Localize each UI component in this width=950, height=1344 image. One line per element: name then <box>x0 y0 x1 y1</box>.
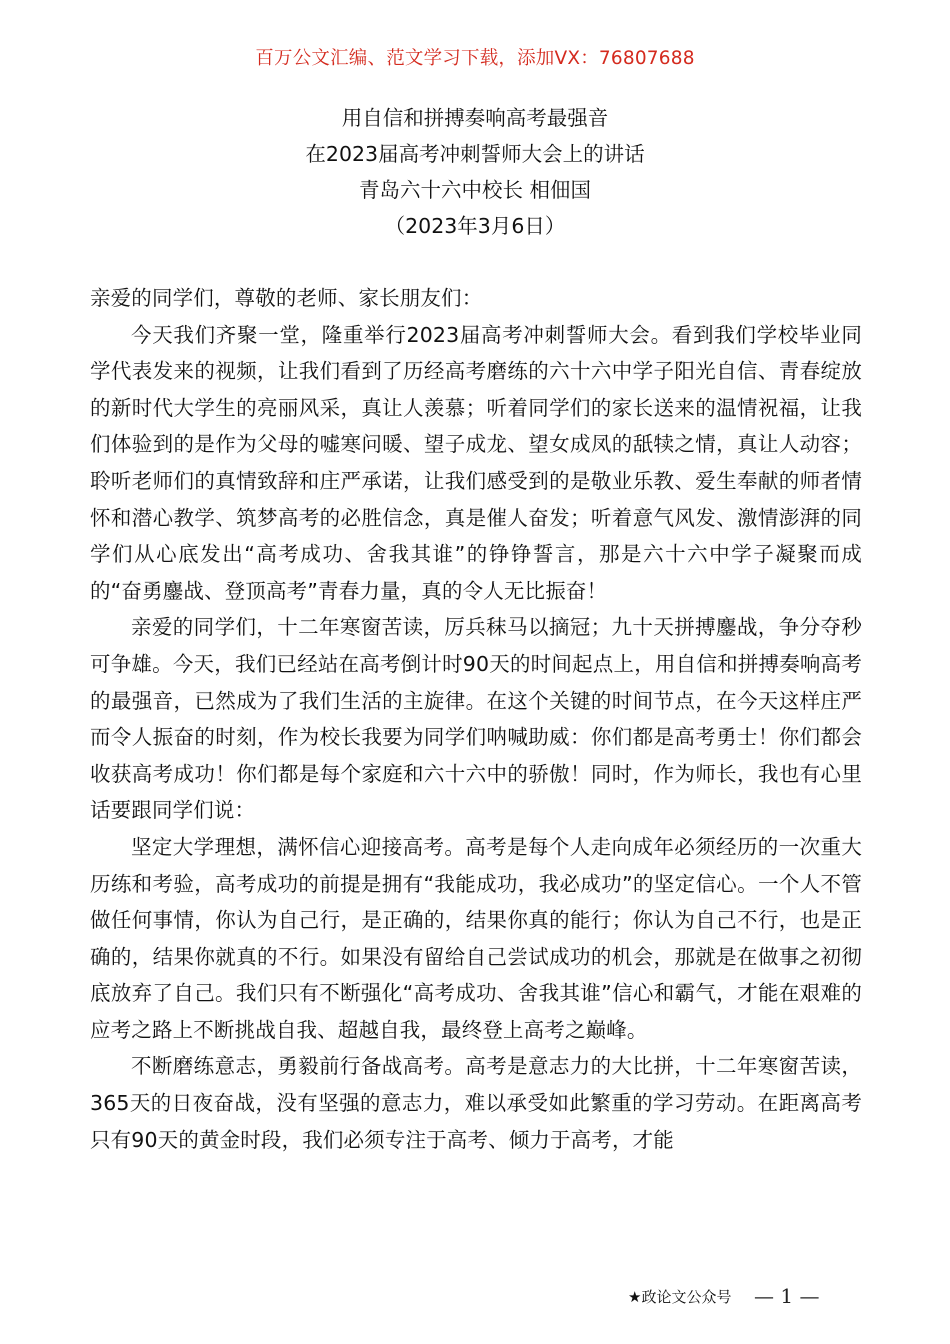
salutation: 亲爱的同学们，尊敬的老师、家长朋友们： <box>90 286 483 310</box>
paragraph-4: 不断磨练意志，勇毅前行备战高考。高考是意志力的大比拼，十二年寒窗苦读，365天的日夜奋战，没有坚强的意志力，难以承受如此繁重的学习劳动。在距离高考只有90天的黄金时段，我们必须专注于高考、倾力于高考，才能 <box>90 1054 862 1152</box>
speech-title: 用自信和拼搏奏响高考最强音 <box>341 106 609 130</box>
speech-date: （2023年3月6日） <box>384 214 566 238</box>
page-footer <box>0 1282 950 1312</box>
paragraph-1: 今天我们齐聚一堂，隆重举行2023届高考冲刺誓师大会。看到我们学校毕业同学代表发来的视频，让我们看到了历经高考磨练的六十六中学子阳光自信、青春绽放的新时代大学生的亮丽风采，真让人羡慕；听着同学们的家长送来的温情祝福，让我们体验到的是作为父母的嘘寒问暖、望子成龙、望女成凤的舐犊之情，真让人动容；聆听老师们的真情致辞和庄严承诺，让我们感受到的是敬业乐教、爱生奉献的师者情怀和潜心教学、筑梦高考的必胜信念，真是催人奋发；听着意气风发、激情澎湃的同学们从心底发出“高考成功、舍我其谁”的铮铮誓言，那是六十六中学子凝聚而成的“奋勇鏖战、登顶高考”青春力量，真的令人无比振奋！ <box>90 322 862 603</box>
page-number: — 1 — <box>754 1284 820 1308</box>
header-banner: 百万公文汇编、范文学习下载，添加VX：76807688 <box>255 48 695 69</box>
paragraph-3: 坚定大学理想，满怀信心迎接高考。高考是每个人走向成年必须经历的一次重大历练和考验，高考成功的前提是拥有“我能成功，我必成功”的坚定信心。一个人不管做任何事情，你认为自己行，是正确的，结果你真的能行；你认为自己不行，也是正确的，结果你就真的不行。如果没有留给自己尝试成功的机会，那就是在做事之初彻底放弃了自己。我们只有不断强化“高考成功、舍我其谁”信心和霸气，才能在艰难的应考之路上不断挑战自我、超越自我，最终登上高考之巅峰。 <box>90 834 862 1042</box>
speech-body <box>90 280 862 1158</box>
speech-subtitle: 在2023届高考冲刺誓师大会上的讲话 <box>305 142 645 166</box>
paragraph-2: 亲爱的同学们，十二年寒窗苦读，厉兵秣马以摘冠；九十天拼搏鏖战，争分夺秒可争雄。今天，我们已经站在高考倒计时90天的时间起点上，用自信和拼搏奏响高考的最强音，已然成为了我们生活的主旋律。在这个关键的时间节点，在今天这样庄严而令人振奋的时刻，作为校长我要为同学们呐喊助威：你们都是高考勇士！你们都会收获高考成功！你们都是每个家庭和六十六中的骄傲！同时，作为师长，我也有心里话要跟同学们说： <box>90 615 862 823</box>
title-block <box>0 100 950 244</box>
speaker-line: 青岛六十六中校长 相佃国 <box>358 178 592 202</box>
footer-label: ★政论文公众号 <box>628 1288 732 1306</box>
